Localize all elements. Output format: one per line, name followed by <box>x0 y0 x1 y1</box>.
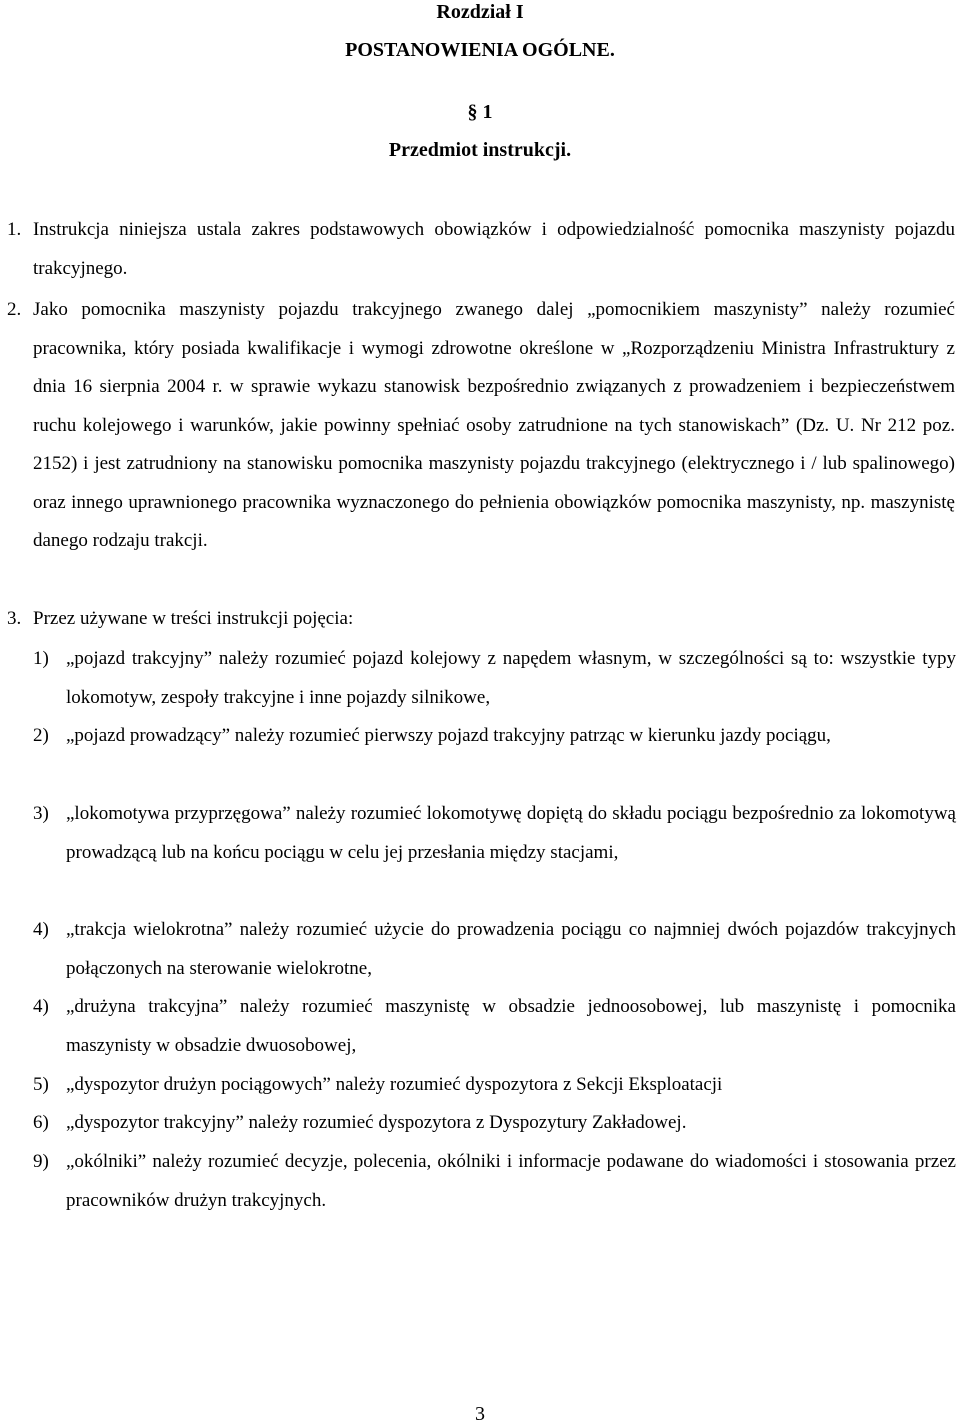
definition-item <box>33 1104 956 1143</box>
definition-text: „trakcja wielokrotna” należy rozumieć użycie do prowadzenia pociągu co najmniej dwóch pojazdów trakcyjnych połączonych na sterowanie wielokrotne, <box>66 919 956 979</box>
definition-number: 5) <box>33 1074 49 1095</box>
point-number: 2. <box>7 299 22 320</box>
definition-text: „pojazd trakcyjny” należy rozumieć pojazd kolejowy z napędem własnym, w szczególności są to: wszystkie typy lokomotyw, zespoły trakcyjne i inne pojazdy silnikowe, <box>66 648 956 708</box>
point-1 <box>7 211 955 288</box>
definition-item <box>33 1066 956 1105</box>
point-text: Jako pomocnika maszynisty pojazdu trakcyjnego zwanego dalej „pomocnikiem maszynisty” należy rozumieć pracownika, który posiada kwalifikacje i wymogi zdrowotne określone w „Rozporządzeniu Ministra Infrastruktury z dnia 16 sierpnia 2004 r. w sprawie wykazu stanowisk bezpośrednio związanych z prowadzeniem i bezpieczeństwem ruchu kolejowego i warunków, jakie powinny spełniać osoby zatrudnione na tych stanowiskach” (Dz. U. Nr 212 poz. 2152) i jest zatrudniony na stanowisku pomocnika maszynisty pojazdu trakcyjnego (elektrycznego i / lub spalinowego) oraz innego uprawnionego pracownika wyznaczonego do pełnienia obowiązków pomocnika maszynisty, np. maszynistę danego rodzaju trakcji. <box>33 299 955 551</box>
definition-text: „okólniki” należy rozumieć decyzje, polecenia, okólniki i informacje podawane do wiadomości i stosowania przez pracowników drużyn trakcyjnych. <box>66 1151 956 1211</box>
definition-item <box>33 911 956 988</box>
definition-text: „dyspozytor trakcyjny” należy rozumieć dyspozytora z Dyspozytury Zakładowej. <box>66 1112 687 1133</box>
definition-item <box>33 988 956 1065</box>
chapter-title: POSTANOWIENIA OGÓLNE. <box>345 39 615 61</box>
definition-item <box>33 717 956 756</box>
point-3 <box>7 600 955 639</box>
point-number: 1. <box>7 219 22 240</box>
definition-item <box>33 1143 956 1220</box>
definition-number: 4) <box>33 996 49 1017</box>
point-2 <box>7 291 955 561</box>
point-text: Instrukcja niniejsza ustala zakres podstawowych obowiązków i odpowiedzialność pomocnika maszynisty pojazdu trakcyjnego. <box>33 219 955 279</box>
section-title: Przedmiot instrukcji. <box>388 139 572 161</box>
point-text: Przez używane w treści instrukcji pojęcia: <box>33 608 354 629</box>
point-number: 3. <box>7 608 22 629</box>
page-number: 3 <box>475 1403 485 1425</box>
definition-number: 9) <box>33 1151 49 1172</box>
definition-number: 4) <box>33 919 49 940</box>
definition-number: 3) <box>33 803 49 824</box>
definition-text: „pojazd prowadzący” należy rozumieć pierwszy pojazd trakcyjny patrząc w kierunku jazdy pociągu, <box>66 725 831 746</box>
chapter-heading: Rozdział I <box>436 1 524 23</box>
definition-text: „drużyna trakcyjna” należy rozumieć maszynistę w obsadzie jednoosobowej, lub maszynistę i pomocnika maszynisty w obsadzie dwuosobowej, <box>66 996 956 1056</box>
definition-item <box>33 640 956 717</box>
definition-item <box>33 795 956 872</box>
definition-number: 2) <box>33 725 49 746</box>
definition-number: 6) <box>33 1112 49 1133</box>
definition-text: „dyspozytor drużyn pociągowych” należy rozumieć dyspozytora z Sekcji Eksploatacji <box>66 1074 723 1095</box>
definition-number: 1) <box>33 648 49 669</box>
definition-text: „lokomotywa przyprzęgowa” należy rozumieć lokomotywę dopiętą do składu pociągu bezpośrednio za lokomotywą prowadzącą lub na końcu pociągu w celu jej przesłania między stacjami, <box>66 803 956 863</box>
section-number: § 1 <box>467 101 493 123</box>
